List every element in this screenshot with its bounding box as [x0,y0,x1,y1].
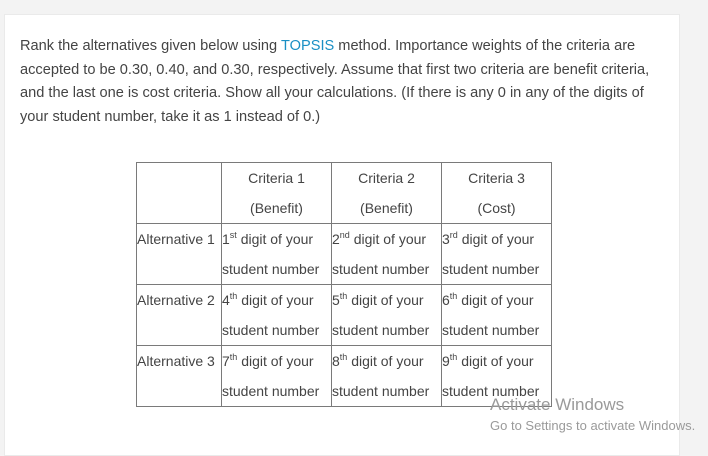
question-text [20,35,665,129]
criteria-2-header: Criteria 2 (Benefit) [332,163,442,224]
table-row [137,224,552,285]
table-cell: 6th digit of your student number [442,285,552,346]
table-cell: 5th digit of your student number [332,285,442,346]
table-row [137,285,552,346]
watermark-title: Activate Windows [490,395,625,414]
table-cell: 3rd digit of your student number [442,224,552,285]
topsis-link[interactable]: TOPSIS [280,38,335,54]
alternative-1-label: Alternative 1 [137,224,222,285]
table-cell: 8th digit of your student number [332,346,442,407]
criteria-3-header: Criteria 3 (Cost) [442,163,552,224]
alternative-3-label: Alternative 3 [137,346,222,407]
table-cell: 2nd digit of your student number [332,224,442,285]
table-cell: 1st digit of your student number [222,224,332,285]
table-cell: 9th digit of your student number [442,346,552,407]
table-cell: 4th digit of your student number [222,285,332,346]
activate-windows-watermark [490,395,695,435]
corner-cell [137,163,222,224]
criteria-1-header: Criteria 1 (Benefit) [222,163,332,224]
question-part1: Rank the alternatives given below using [20,38,281,54]
criteria-table [136,162,552,407]
watermark-subtitle: Go to Settings to activate Windows. [490,418,696,433]
alternative-2-label: Alternative 2 [137,285,222,346]
table-cell: 7th digit of your student number [222,346,332,407]
header-row [137,163,552,224]
question-part2: method. Importance weights of the criteria are accepted to be 0.30, 0.40, and 0.30, respectively. Assume that first two criteria are benefit criteria, and the last one is cost criteria. Show all your calculations. (If there is any 0 in any of the digits of your student number, take it as 1 instead of 0.) [20,38,650,125]
